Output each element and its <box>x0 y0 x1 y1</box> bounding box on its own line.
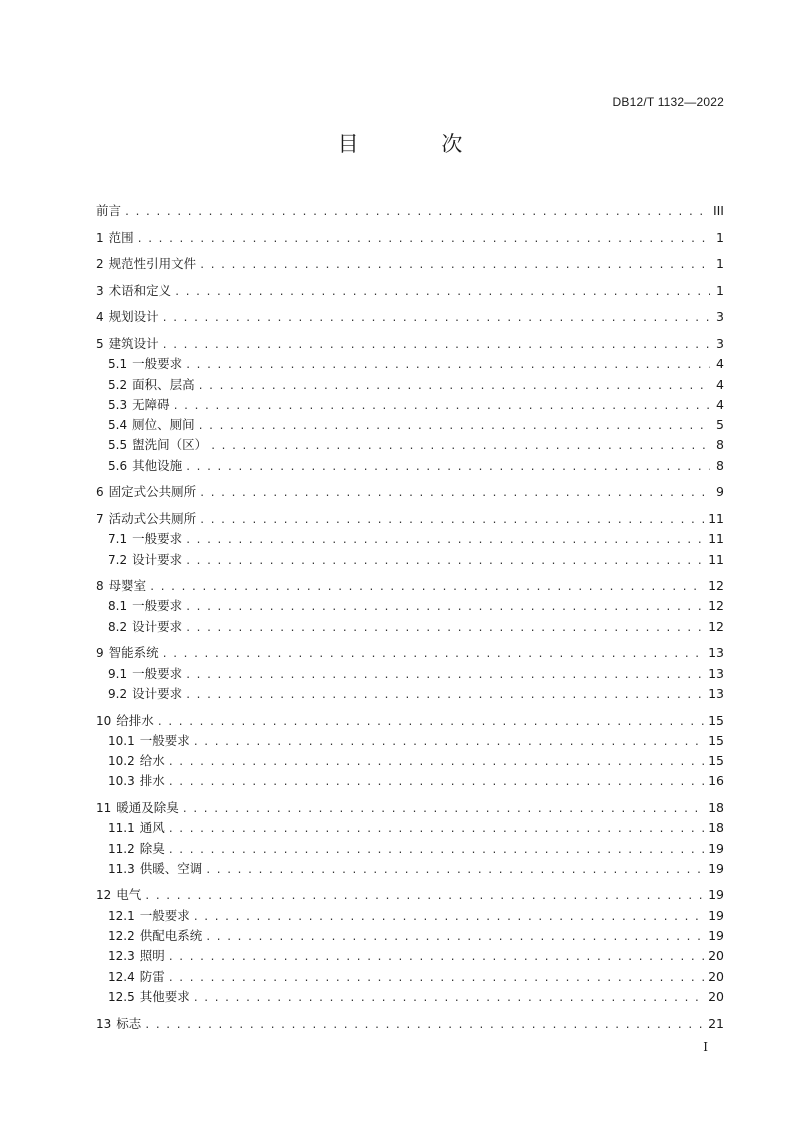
toc-dot-leader <box>144 1016 704 1036</box>
toc-dot-leader <box>205 928 704 948</box>
toc-page-number: 4 <box>716 356 724 372</box>
toc-page-number: 18 <box>708 820 724 836</box>
toc-dot-leader <box>193 989 704 1009</box>
toc-page-number: 13 <box>708 645 724 661</box>
toc-entry[interactable] <box>96 576 724 596</box>
toc-subentry[interactable] <box>96 771 724 791</box>
toc-subentry[interactable] <box>96 731 724 751</box>
toc-page-number: 4 <box>716 396 724 412</box>
toc-entry-number: 7.2 <box>108 552 128 567</box>
toc-entry-number: 12 <box>96 888 112 903</box>
toc-entry-number: 5 <box>96 336 104 351</box>
toc-page-number: 4 <box>716 376 724 392</box>
toc-entry-label: 一般要求 <box>139 732 190 748</box>
toc-dot-leader <box>162 309 710 329</box>
toc-page-number: 9 <box>716 484 724 500</box>
toc-entry-number: 4 <box>96 310 104 325</box>
toc-dot-leader <box>174 283 710 303</box>
toc-entry-label: 母婴室 <box>108 578 147 594</box>
toc-subentry[interactable] <box>96 375 724 395</box>
toc-entry-label: 范围 <box>108 229 134 245</box>
toc-dot-leader <box>185 552 704 572</box>
toc-entry-label: 前言 <box>96 203 122 218</box>
toc-entry-number: 5.6 <box>108 458 128 473</box>
toc-page-number: 15 <box>708 753 724 769</box>
toc-page-number: III <box>712 203 724 218</box>
toc-dot-leader <box>193 908 704 928</box>
toc-entry-label: 标志 <box>116 1015 142 1031</box>
toc-entry[interactable] <box>96 1014 724 1034</box>
toc-entry-label: 建筑设计 <box>108 335 159 351</box>
toc-dot-leader <box>144 887 704 907</box>
toc-subentry[interactable] <box>96 456 724 476</box>
toc-entry-label: 一般要求 <box>132 665 183 681</box>
toc-dot-leader <box>168 820 704 840</box>
toc-page-number: 12 <box>708 598 724 614</box>
toc-subentry[interactable] <box>96 529 724 549</box>
toc-entry-label: 电气 <box>116 887 142 903</box>
toc-entry-number: 8.1 <box>108 599 128 614</box>
toc-entry-number: 12.5 <box>108 989 135 1004</box>
toc-entry-number: 11.2 <box>108 841 135 856</box>
toc-dot-leader <box>185 619 704 639</box>
toc-entry-label: 通风 <box>139 820 165 836</box>
toc-page-number: 12 <box>708 578 724 594</box>
toc-subentry[interactable] <box>96 751 724 771</box>
toc-entry-label: 智能系统 <box>108 645 159 661</box>
toc-entry-number: 9.1 <box>108 666 128 681</box>
toc-entry-label: 供配电系统 <box>139 928 203 944</box>
toc-dot-leader <box>198 377 710 397</box>
toc-entry-number: 11.1 <box>108 821 135 836</box>
toc-page-number: 1 <box>716 282 724 298</box>
toc-dot-leader <box>185 531 704 551</box>
toc-entry-number: 2 <box>96 257 104 272</box>
toc-entry-label: 规划设计 <box>108 309 159 325</box>
toc-dot-leader <box>205 861 704 881</box>
toc-entry-label: 活动式公共厕所 <box>108 510 197 526</box>
toc-entry-label: 排水 <box>139 773 165 789</box>
toc-entry-number: 5.4 <box>108 418 128 433</box>
toc-page-number: 19 <box>708 840 724 856</box>
toc-entry-label: 照明 <box>139 948 165 964</box>
toc-entry-number: 5.3 <box>108 397 128 412</box>
toc-page-number: 13 <box>708 665 724 681</box>
toc-page-number: 16 <box>708 773 724 789</box>
toc-dot-leader <box>168 773 704 793</box>
toc-dot-leader <box>162 336 710 356</box>
toc-subentry[interactable] <box>96 926 724 946</box>
toc-page-number: 19 <box>708 860 724 876</box>
toc-dot-leader <box>185 458 710 478</box>
toc-subentry[interactable] <box>96 596 724 616</box>
toc-dot-leader <box>168 969 704 989</box>
toc-entry-number: 5.5 <box>108 438 128 453</box>
toc-entry-number: 10 <box>96 713 112 728</box>
toc-entry-label: 设计要求 <box>132 685 183 701</box>
toc-entry-label: 盥洗间（区） <box>132 437 208 453</box>
toc-entry-number: 9 <box>96 646 104 661</box>
toc-page-number: 18 <box>708 799 724 815</box>
toc-dot-leader <box>149 578 704 598</box>
toc-subentry[interactable] <box>96 839 724 859</box>
toc-page-number: 20 <box>708 948 724 964</box>
toc-subentry[interactable] <box>96 435 724 455</box>
toc-dot-leader <box>157 713 704 733</box>
toc-subentry[interactable] <box>96 906 724 926</box>
toc-dot-leader <box>185 666 704 686</box>
toc-page-number: 12 <box>708 618 724 634</box>
toc-entry-label: 术语和定义 <box>108 282 172 298</box>
toc-entry-number: 8.2 <box>108 619 128 634</box>
toc-page-number: 3 <box>716 309 724 325</box>
toc-entry-label: 固定式公共厕所 <box>108 484 197 500</box>
toc-subentry[interactable] <box>96 664 724 684</box>
toc-entry-number: 5.2 <box>108 377 128 392</box>
toc-subentry[interactable] <box>96 946 724 966</box>
toc-subentry[interactable] <box>96 684 724 704</box>
toc-entry-label: 厕位、厕间 <box>132 417 195 433</box>
toc-entry-number: 5.1 <box>108 357 128 372</box>
toc-dot-leader <box>162 645 704 665</box>
toc-entry-number: 9.2 <box>108 686 128 701</box>
toc-page-number: 19 <box>708 907 724 923</box>
toc-entry-number: 1 <box>96 230 104 245</box>
toc-entry[interactable] <box>96 201 724 221</box>
toc-dot-leader <box>168 948 704 968</box>
toc-dot-leader <box>199 484 710 504</box>
toc-page-number: 19 <box>708 928 724 944</box>
toc-page-number: 15 <box>708 712 724 728</box>
toc-page-number: 15 <box>708 732 724 748</box>
toc-page-number: 13 <box>708 685 724 701</box>
toc-entry-number: 12.1 <box>108 908 135 923</box>
toc-dot-leader <box>185 356 710 376</box>
toc-entry-number: 10.1 <box>108 733 135 748</box>
toc-entry[interactable] <box>96 798 724 818</box>
toc-page-number: 19 <box>708 887 724 903</box>
toc-dot-leader <box>182 800 704 820</box>
toc-entry-label: 除臭 <box>139 840 165 856</box>
toc-entry-number: 7.1 <box>108 532 128 547</box>
toc-entry[interactable] <box>96 254 724 274</box>
toc-entry-number: 6 <box>96 485 104 500</box>
toc-page-number: 3 <box>716 335 724 351</box>
toc-subentry[interactable] <box>96 818 724 838</box>
toc-dot-leader <box>198 417 710 437</box>
toc-page-number: 20 <box>708 968 724 984</box>
toc-entry-number: 7 <box>96 511 104 526</box>
toc-page-number: 11 <box>708 510 724 526</box>
toc-entry-label: 一般要求 <box>132 531 183 547</box>
toc-entry-number: 11 <box>96 800 112 815</box>
toc-page-number: 20 <box>708 988 724 1004</box>
toc-entry-label: 一般要求 <box>132 356 183 372</box>
toc-subentry[interactable] <box>96 987 724 1007</box>
toc-entry[interactable] <box>96 228 724 248</box>
toc-entry[interactable] <box>96 509 724 529</box>
toc-entry-number: 12.3 <box>108 949 135 964</box>
toc-subentry[interactable] <box>96 617 724 637</box>
toc-page-number: 1 <box>716 256 724 272</box>
toc-entry[interactable] <box>96 307 724 327</box>
toc-page-number: 5 <box>716 417 724 433</box>
toc-entry-label: 其他设施 <box>132 457 183 473</box>
toc-dot-leader <box>199 511 704 531</box>
toc-dot-leader <box>185 686 704 706</box>
document-code: DB12/T 1132—2022 <box>612 95 724 109</box>
toc-entry-label: 设计要求 <box>132 618 183 634</box>
toc-entry-label: 规范性引用文件 <box>108 256 197 272</box>
toc-entry-label: 一般要求 <box>132 598 183 614</box>
toc-entry-label: 供暖、空调 <box>139 860 203 876</box>
toc-dot-leader <box>168 753 704 773</box>
toc-entry-label: 无障碍 <box>132 396 170 412</box>
toc-subentry[interactable] <box>96 859 724 879</box>
toc-entry-label: 其他要求 <box>139 988 190 1004</box>
table-of-contents <box>96 201 724 1034</box>
toc-subentry[interactable] <box>96 395 724 415</box>
toc-entry-label: 设计要求 <box>132 551 183 567</box>
toc-entry-label: 给排水 <box>116 712 154 728</box>
toc-subentry[interactable] <box>96 550 724 570</box>
toc-subentry[interactable] <box>96 354 724 374</box>
toc-entry-number: 10.2 <box>108 754 135 769</box>
toc-entry[interactable] <box>96 482 724 502</box>
toc-entry-number: 12.4 <box>108 969 135 984</box>
toc-entry-label: 暖通及除臭 <box>116 799 179 815</box>
toc-page-number: 8 <box>716 437 724 453</box>
toc-entry[interactable] <box>96 643 724 663</box>
toc-entry-label: 给水 <box>139 753 165 769</box>
toc-dot-leader <box>193 733 704 753</box>
toc-entry-number: 13 <box>96 1016 112 1031</box>
toc-page-number: 8 <box>716 457 724 473</box>
toc-subentry[interactable] <box>96 967 724 987</box>
toc-entry[interactable] <box>96 334 724 354</box>
toc-entry[interactable] <box>96 885 724 905</box>
toc-page-number: 1 <box>716 229 724 245</box>
toc-entry-number: 10.3 <box>108 774 135 789</box>
toc-dot-leader <box>185 598 704 618</box>
toc-page-number: 11 <box>708 551 724 567</box>
toc-entry[interactable] <box>96 281 724 301</box>
toc-entry[interactable] <box>96 711 724 731</box>
page-folio: I <box>703 1040 708 1054</box>
toc-entry-number: 3 <box>96 283 104 298</box>
toc-entry-label: 一般要求 <box>139 907 190 923</box>
toc-entry-number: 12.2 <box>108 929 135 944</box>
toc-page-number: 21 <box>708 1015 724 1031</box>
page-title: 目 次 <box>337 132 501 156</box>
toc-entry-number: 8 <box>96 579 104 594</box>
toc-entry-label: 防雷 <box>139 968 165 984</box>
toc-dot-leader <box>124 203 709 223</box>
toc-entry-number: 11.3 <box>108 861 135 876</box>
toc-page-number: 11 <box>708 531 724 547</box>
toc-dot-leader <box>168 841 704 861</box>
toc-entry-label: 面积、层高 <box>132 376 195 392</box>
toc-dot-leader <box>137 230 710 250</box>
toc-dot-leader <box>173 397 710 417</box>
toc-dot-leader <box>199 256 710 276</box>
toc-subentry[interactable] <box>96 415 724 435</box>
toc-dot-leader <box>210 437 710 457</box>
